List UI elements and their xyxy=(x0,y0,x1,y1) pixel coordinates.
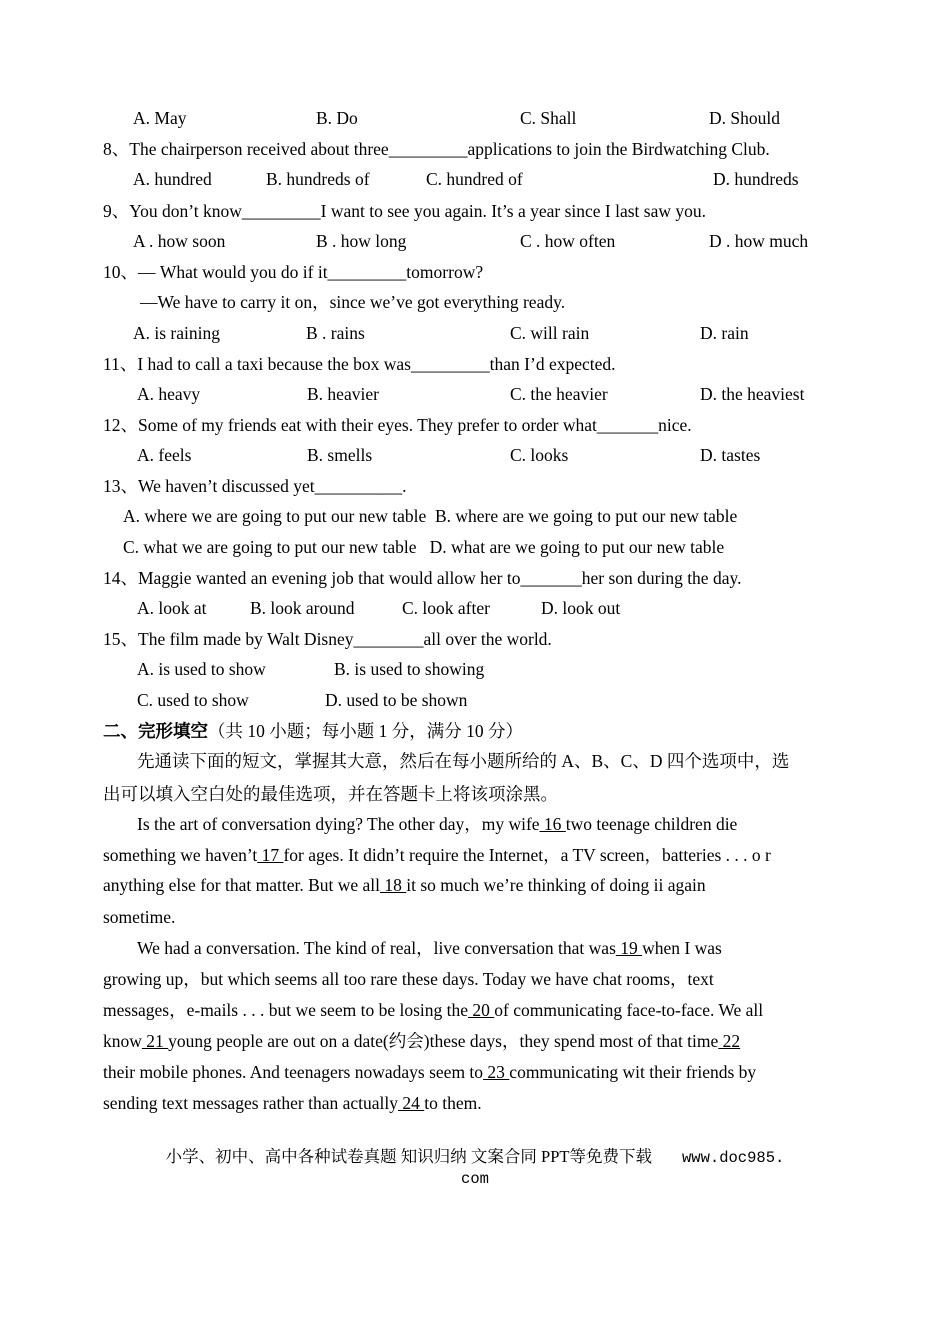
q10-stem-response: —We have to carry it on，since we’ve got everything ready. xyxy=(140,292,566,312)
q8-option-b: B. hundreds of xyxy=(266,169,370,189)
passage-text: it so much we’re thinking of doing ii again xyxy=(406,875,706,895)
q11-option-b: B. heavier xyxy=(307,384,379,404)
q12-option-c: C. looks xyxy=(510,445,569,465)
q11-stem: 11、I had to call a taxi because the box was_________than I’d expected. xyxy=(103,354,616,374)
passage-p2-line-6 xyxy=(103,1092,482,1114)
section-2-title: 二、完形填空 xyxy=(103,721,208,741)
footer-site-continued[interactable]: com xyxy=(461,1170,489,1188)
q14-option-b: B. look around xyxy=(250,598,355,618)
q10-option-c: C. will rain xyxy=(510,323,590,343)
blank-20: 20 xyxy=(468,1000,495,1020)
footer-text: 小学、初中、高中各种试卷真题 知识归纳 文案合同 PPT等免费下载 xyxy=(165,1147,652,1166)
footer-site[interactable]: www.doc985. xyxy=(681,1149,785,1167)
blank-16: 16 xyxy=(539,814,566,834)
blank-24: 24 xyxy=(397,1093,425,1113)
section-2-instruction-line-2: 出可以填入空白处的最佳选项，并在答题卡上将该项涂黑。 xyxy=(103,784,558,804)
blank-23: 23 xyxy=(483,1062,510,1082)
q12-option-a: A. feels xyxy=(137,445,192,465)
q10-option-a: A. is raining xyxy=(133,323,221,343)
passage-p1-line-1 xyxy=(137,813,737,835)
passage-text: for ages. It didn’t require the Internet，a TV screen，batteries . . . o r xyxy=(283,845,771,865)
q15-option-b: B. is used to showing xyxy=(334,659,485,679)
q10-option-d: D. rain xyxy=(700,323,749,343)
passage-p2-line-1 xyxy=(137,937,722,959)
passage-text: messages，e-mails . . . but we seem to be losing the xyxy=(103,1000,468,1020)
passage-text: when I was xyxy=(642,938,722,958)
q9-option-d: D . how much xyxy=(709,231,809,251)
q11-option-d: D. the heaviest xyxy=(700,384,805,404)
passage-text: young people are out on a date(约会)these days，they spend most of that time xyxy=(168,1031,719,1051)
passage-text: anything else for that matter. But we all xyxy=(103,875,381,895)
passage-text: We had a conversation. The kind of real，live conversation that was xyxy=(137,938,616,958)
q12-option-b: B. smells xyxy=(307,445,373,465)
passage-text: communicating wit their friends by xyxy=(509,1062,757,1082)
passage-text: their mobile phones. And teenagers nowadays seem to xyxy=(103,1062,484,1082)
section-2-instruction-line-1: 先通读下面的短文，掌握其大意，然后在每小题所给的 A、B、C、D 四个选项中，选 xyxy=(137,751,790,771)
blank-21: 21 xyxy=(141,1031,169,1051)
passage-text: of communicating face-to-face. We all xyxy=(494,1000,764,1020)
passage-text: to them. xyxy=(424,1093,482,1113)
blank-18: 18 xyxy=(380,875,407,895)
footer-line-1 xyxy=(0,1147,950,1168)
q14-option-c: C. look after xyxy=(402,598,490,618)
blank-17: 17 xyxy=(257,845,284,865)
q9-option-b: B . how long xyxy=(316,231,407,251)
passage-p2-line-2: growing up，but which seems all too rare these days. Today we have chat rooms，text xyxy=(103,969,714,989)
blank-19: 19 xyxy=(615,938,643,958)
q12-option-d: D. tastes xyxy=(700,445,761,465)
q10-stem: 10、— What would you do if it_________tomorrow? xyxy=(103,262,484,282)
passage-text: Is the art of conversation dying? The other day，my wife xyxy=(137,814,540,834)
q14-option-a: A. look at xyxy=(137,598,207,618)
q7-option-b: B. Do xyxy=(316,108,358,128)
passage-p1-line-2 xyxy=(103,844,771,866)
passage-text: know xyxy=(103,1031,142,1051)
q12-stem: 12、Some of my friends eat with their eyes. They prefer to order what_______nice. xyxy=(103,415,692,435)
q9-option-c: C . how often xyxy=(520,231,616,251)
q13-options-line-1: A. where we are going to put our new table B. where are we going to put our new table xyxy=(123,506,738,526)
q11-option-c: C. the heavier xyxy=(510,384,608,404)
q14-stem: 14、Maggie wanted an evening job that would allow her to_______her son during the day. xyxy=(103,568,742,588)
q7-option-a: A. May xyxy=(133,108,187,128)
passage-p2-line-3 xyxy=(103,999,763,1021)
passage-p1-line-3 xyxy=(103,874,706,896)
q15-option-a: A. is used to show xyxy=(137,659,266,679)
q9-stem: 9、You don’t know_________I want to see you again. It’s a year since I last saw you. xyxy=(103,201,707,221)
q15-option-c: C. used to show xyxy=(137,690,249,710)
q9-option-a: A . how soon xyxy=(133,231,226,251)
blank-22: 22 xyxy=(718,1031,741,1051)
q8-option-a: A. hundred xyxy=(133,169,212,189)
section-2-heading xyxy=(103,720,523,742)
passage-p2-line-4 xyxy=(103,1030,740,1052)
q8-stem: 8、The chairperson received about three_________applications to join the Birdwatching Club. xyxy=(103,139,770,159)
section-2-subtitle: （共 10 小题；每小题 1 分，满分 10 分） xyxy=(208,721,523,741)
passage-text: sending text messages rather than actually xyxy=(103,1093,398,1113)
q8-option-c: C. hundred of xyxy=(426,169,523,189)
q15-option-d: D. used to be shown xyxy=(325,690,468,710)
q8-option-d: D. hundreds xyxy=(713,169,799,189)
passage-text: two teenage children die xyxy=(565,814,738,834)
q7-option-c: C. Shall xyxy=(520,108,577,128)
passage-text: something we haven’t xyxy=(103,845,258,865)
q7-option-d: D. Should xyxy=(709,108,780,128)
q10-option-b: B . rains xyxy=(306,323,365,343)
q13-stem: 13、We haven’t discussed yet__________. xyxy=(103,476,407,496)
q14-option-d: D. look out xyxy=(541,598,621,618)
q11-option-a: A. heavy xyxy=(137,384,201,404)
q13-options-line-2: C. what we are going to put our new table D. what are we going to put our new table xyxy=(123,537,725,557)
passage-p1-line-4: sometime. xyxy=(103,907,176,927)
q15-stem: 15、The film made by Walt Disney________all over the world. xyxy=(103,629,552,649)
passage-p2-line-5 xyxy=(103,1061,756,1083)
